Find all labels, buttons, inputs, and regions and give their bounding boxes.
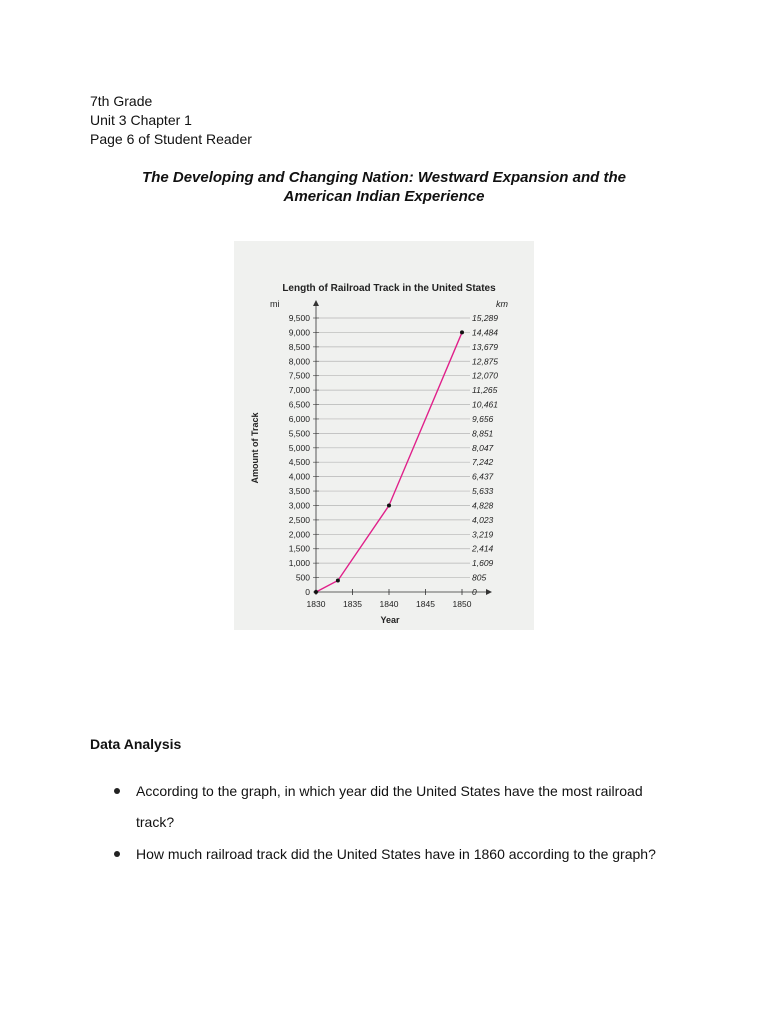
document-title-line-2: American Indian Experience [283, 188, 485, 205]
y-left-tick-label: 7,500 [288, 370, 310, 381]
y-right-tick-label: 4,023 [472, 514, 494, 525]
y-right-unit-label: km [496, 299, 508, 309]
y-right-tick-label: 8,047 [472, 442, 494, 453]
y-right-tick-label: 1,609 [472, 558, 494, 569]
document-header [90, 92, 252, 149]
y-left-tick-label: 1,500 [288, 543, 310, 554]
y-left-tick-label: 8,500 [288, 341, 310, 352]
x-tick-label: 1845 [416, 599, 435, 609]
y-right-tick-label: 9,656 [472, 413, 494, 424]
list-item [110, 839, 670, 870]
y-left-tick-label: 9,500 [288, 313, 310, 323]
y-right-tick-label: 3,219 [472, 529, 494, 540]
y-left-tick-label: 500 [295, 572, 310, 583]
chart-title: Length of Railroad Track in the United States [282, 283, 496, 294]
y-right-tick-label: 2,414 [472, 543, 494, 554]
y-right-tick-label: 15,289 [472, 313, 498, 323]
y-right-tick-label: 5,633 [472, 486, 494, 497]
y-left-tick-label: 8,000 [288, 356, 310, 367]
document-title-line-1: The Developing and Changing Nation: Westward Expansion and the [142, 169, 626, 186]
y-right-tick-label: 8,851 [472, 428, 494, 439]
y-left-tick-label: 1,000 [288, 558, 310, 569]
data-analysis-heading: Data Analysis [90, 736, 182, 752]
y-left-tick-label: 4,000 [288, 471, 310, 482]
x-tick-label: 1835 [343, 599, 362, 609]
y-right-tick-label: 10,461 [472, 399, 498, 410]
x-tick-label: 1850 [452, 599, 472, 609]
x-tick-label: 1830 [306, 599, 326, 609]
y-right-tick-label: 0 [472, 587, 477, 597]
data-point [460, 330, 464, 334]
y-right-tick-label: 4,828 [472, 500, 494, 511]
y-left-tick-label: 9,000 [288, 327, 310, 338]
question-list [110, 776, 670, 871]
bullet-icon [114, 851, 120, 857]
list-item [110, 776, 670, 838]
y-left-tick-label: 3,500 [288, 486, 310, 497]
x-axis-arrow-icon [486, 589, 492, 595]
question-text: How much railroad track did the United States have in 1860 according to the graph? [136, 846, 656, 862]
y-right-tick-label: 11,265 [472, 385, 498, 396]
y-right-tick-label: 7,242 [472, 457, 494, 468]
railroad-chart-figure [234, 241, 534, 630]
y-left-tick-label: 6,000 [288, 413, 310, 424]
railroad-chart [234, 241, 534, 630]
y-right-tick-label: 6,437 [472, 471, 494, 482]
y-left-tick-label: 5,500 [288, 428, 310, 439]
y-axis-title: Amount of Track [250, 412, 260, 484]
y-right-tick-label: 13,679 [472, 341, 498, 352]
y-left-unit-label: mi [270, 299, 280, 309]
y-left-tick-label: 4,500 [288, 457, 310, 468]
y-left-tick-label: 6,500 [288, 399, 310, 410]
y-right-tick-label: 805 [472, 572, 487, 583]
y-left-tick-label: 2,500 [288, 514, 310, 525]
y-left-tick-label: 0 [305, 587, 310, 597]
y-right-tick-label: 12,070 [472, 370, 498, 381]
y-right-tick-label: 14,484 [472, 327, 498, 338]
grade-line: 7th Grade [90, 93, 153, 109]
unit-line: Unit 3 Chapter 1 [90, 112, 192, 128]
y-left-tick-label: 3,000 [288, 500, 310, 511]
data-point [314, 590, 318, 594]
document-title [90, 168, 678, 206]
y-axis-arrow-icon [313, 300, 319, 306]
x-tick-label: 1840 [379, 599, 399, 609]
y-right-tick-label: 12,875 [472, 356, 498, 367]
bullet-icon [114, 788, 120, 794]
y-left-tick-label: 2,000 [288, 529, 310, 540]
y-left-tick-label: 5,000 [288, 442, 310, 453]
page-reference-line: Page 6 of Student Reader [90, 131, 252, 147]
data-point [387, 503, 391, 507]
question-text: According to the graph, in which year did the United States have the most railroad track? [136, 783, 643, 830]
x-axis-title: Year [380, 615, 400, 625]
data-point [336, 578, 340, 582]
y-left-tick-label: 7,000 [288, 385, 310, 396]
